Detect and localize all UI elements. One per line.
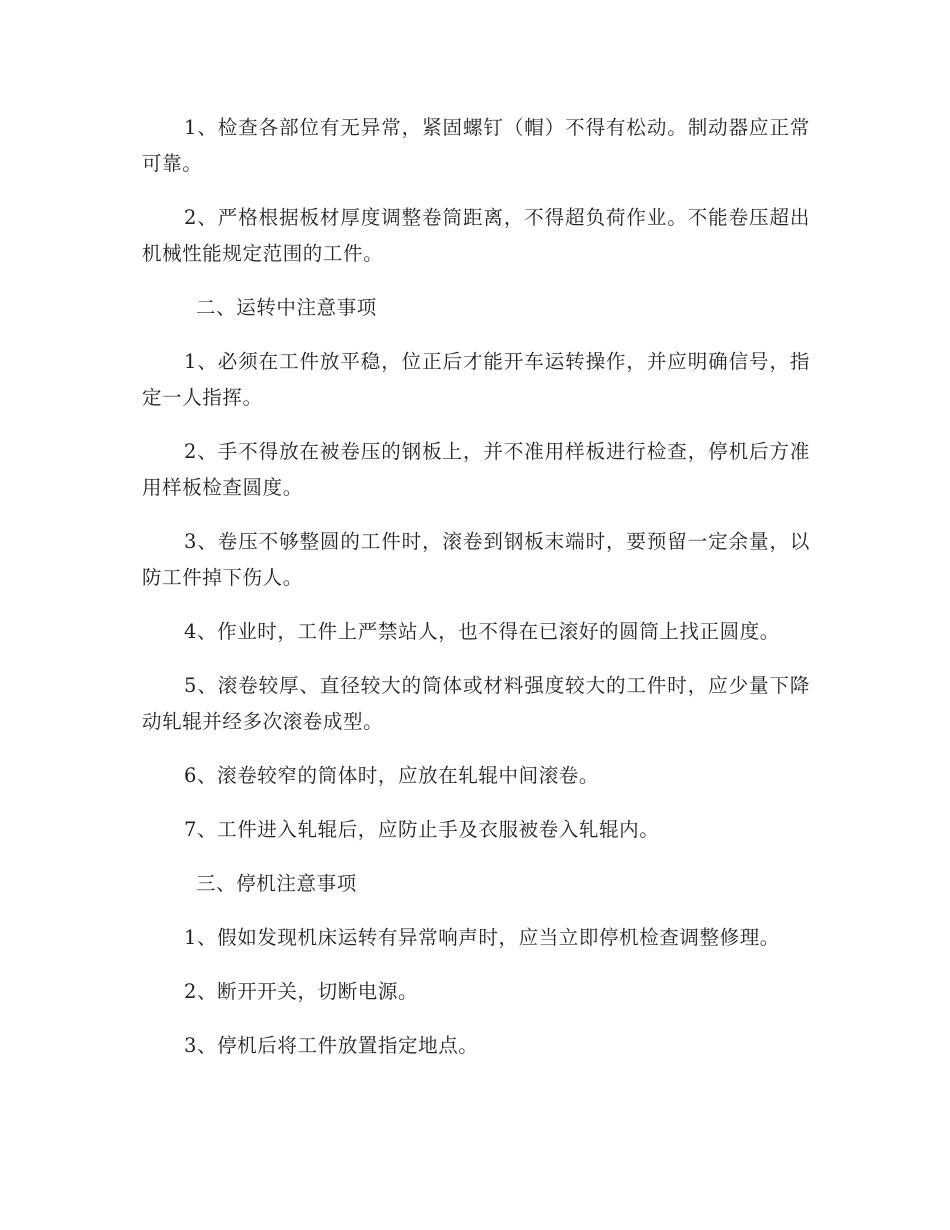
paragraph-running-2: 2、手不得放在被卷压的钢板上，并不准用样板进行检查，停机后方准用样板检查圆度。 [142, 440, 810, 499]
section-heading-shutdown: 三、停机注意事项 [196, 872, 357, 895]
paragraph-shutdown-2: 2、断开开关，切断电源。 [184, 980, 419, 1003]
paragraph-running-1: 1、必须在工件放平稳，位正后才能开车运转操作，并应明确信号，指定一人指挥。 [142, 350, 810, 409]
paragraph-shutdown-3: 3、停机后将工件放置指定地点。 [184, 1034, 479, 1057]
paragraph-pre-1: 1、检查各部位有无异常，紧固螺钉（帽）不得有松动。制动器应正常可靠。 [142, 116, 810, 175]
document-body [142, 110, 810, 1082]
paragraph-running-4: 4、作业时，工件上严禁站人，也不得在已滚好的圆筒上找正圆度。 [184, 620, 780, 643]
paragraph-running-6: 6、滚卷较窄的筒体时，应放在轧辊中间滚卷。 [184, 764, 600, 787]
paragraph-shutdown-1: 1、假如发现机床运转有异常响声时，应当立即停机检查调整修理。 [184, 926, 780, 949]
paragraph-running-5: 5、滚卷较厚、直径较大的筒体或材料强度较大的工件时，应少量下降动轧辊并经多次滚卷成型。 [142, 674, 810, 733]
paragraph-running-7: 7、工件进入轧辊后，应防止手及衣服被卷入轧辊内。 [184, 818, 660, 841]
paragraph-pre-2: 2、严格根据板材厚度调整卷筒距离，不得超负荷作业。不能卷压超出机械性能规定范围的工件。 [142, 206, 810, 265]
section-heading-running: 二、运转中注意事项 [196, 296, 377, 319]
paragraph-running-3: 3、卷压不够整圆的工件时，滚卷到钢板末端时，要预留一定余量，以防工件掉下伤人。 [142, 530, 810, 589]
